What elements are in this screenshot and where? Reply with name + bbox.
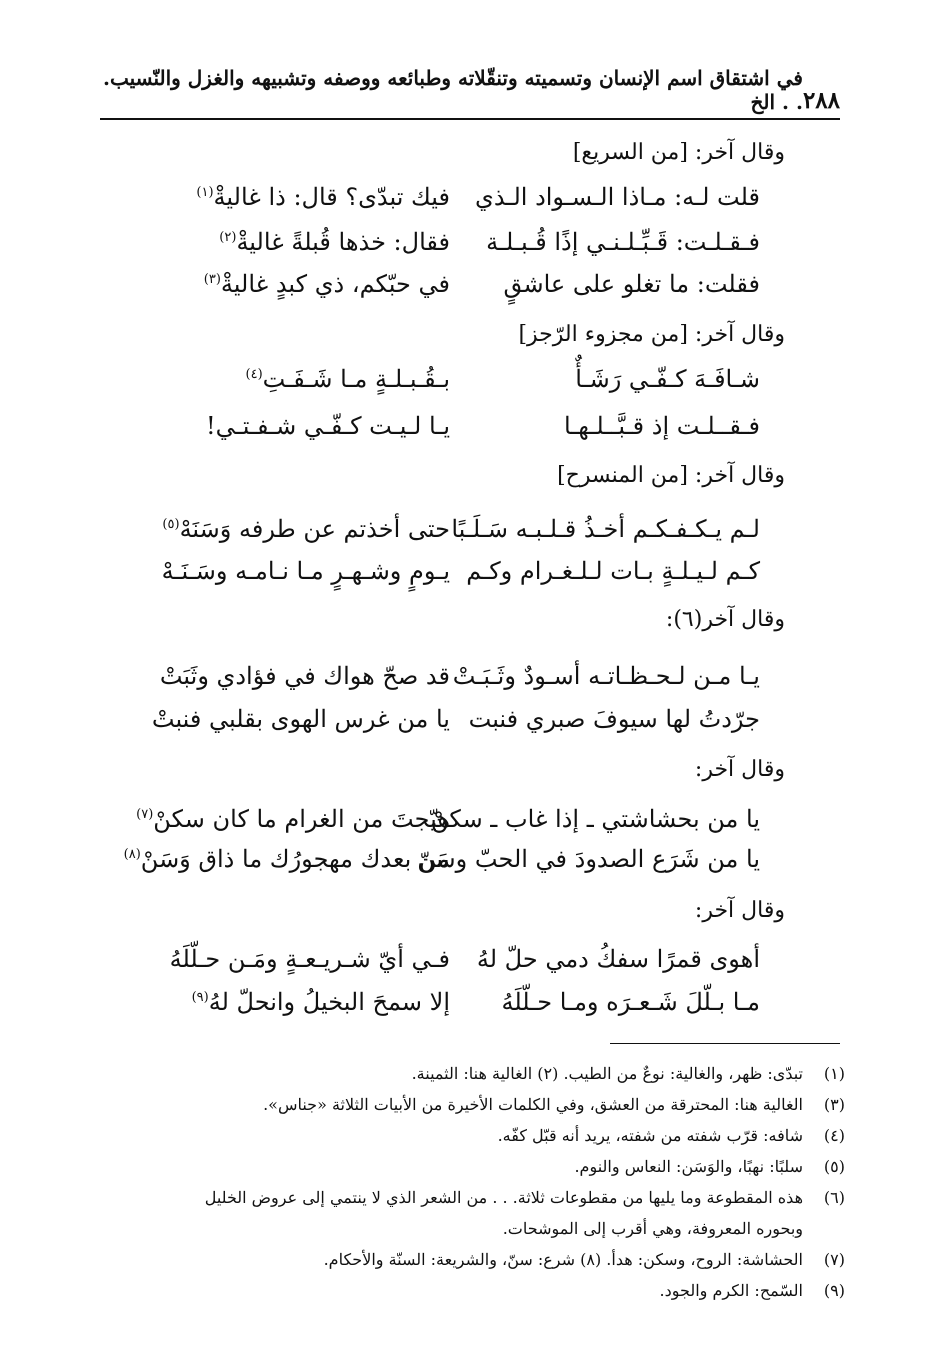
verse-first-hemistich: كـم لـيـلـةٍ بـات لـلـغـرام وكـم (466, 557, 760, 585)
poem-intro: وقال آخر: [من السريع] (572, 140, 785, 165)
footnote-continuation: وبحوره المعروفة، وهي أقرب إلى الموشحات. (502, 1219, 803, 1238)
footnote: (٧)الحشاشة: الروح، وسكن: هدأ. (٨) شرع: سنّ، والشريعة: السنّة والأحكام. (323, 1250, 845, 1269)
footnote-divider (610, 1043, 840, 1044)
verse-second-hemistich: حتى أخذتم عن طرفه وَسَنَهْ$^{(٥)}$ (162, 515, 450, 543)
verse-first-hemistich: مـا بـلّلَ شَـعـرَه ومـا حـلّلَهُ (501, 988, 760, 1016)
verse-first-hemistich: أهوى قمرًا سفكُ دمي حلّ لهُ (476, 945, 760, 973)
footnote: (٦)هذه المقطوعة وما يليها من مقطوعات ثلاثة. . . من الشعر الذي لا ينتمي إلى عروض الخليل (204, 1188, 845, 1207)
verse-first-hemistich: لـم يـكـفـكـم أخـذُ قـلـبـه سَـلَـبًا (451, 515, 760, 543)
verse-first-hemistich: يا من شَرَع الصدودَ في الحبّ وسَنّ (417, 845, 760, 873)
verse-second-hemistich: يا من غرس الهوى بقلبي فنبتْ (151, 705, 450, 733)
poem-intro: وقال آخر: (694, 757, 785, 782)
running-header (100, 66, 840, 120)
footnote-ref: (٣) (203, 272, 221, 287)
verse-second-hemistich: فقال: خذها قُبلةً غاليةْ$^{(٢)}$ (219, 228, 450, 256)
page-number: ٢٨٨ (802, 87, 840, 114)
verse-second-hemistich: يـا لـيـت كـفّـي شـفـتـي! (206, 412, 450, 440)
footnote: (٣)الغالية هنا: المحترقة من العشق، وفي الكلمات الأخيرة من الأبيات الثلاثة «جناس». (263, 1095, 845, 1114)
verse-first-hemistich: يا من بحشاشتي ـ إذا غاب ـ سكنْ (431, 805, 760, 833)
footnote-ref: (٨) (123, 847, 141, 862)
footnote-ref: (٥) (162, 517, 180, 532)
footnote: (٩)السّمح: الكرم والجود. (659, 1281, 845, 1300)
poem-intro: وقال آخر: [من مجزوء الرّجز] (518, 322, 785, 347)
poem-intro: وقال آخر(٦): (665, 607, 785, 632)
verse-first-hemistich: يـا مـن لـحـظـاتـه أسـودٌ وثَـبَـتْ (452, 662, 760, 690)
verse-first-hemistich: فقلت: ما تغلو على عاشقٍ (503, 270, 760, 298)
running-title: في اشتقاق اسم الإنسان وتسميته وتنقّلاته وطبائعه ووصفه وتشبيهه والغزل والنّسيب. . . الخ (102, 66, 803, 114)
poem-intro: وقال آخر: (694, 898, 785, 923)
verse-second-hemistich: يـومٍ وشـهـرٍ مـا نـامـه وسَـنَـهْ (161, 557, 450, 585)
verse-first-hemistich: قلت لـه: مـاذا الـسـواد الـذي (475, 183, 760, 211)
footnote-ref: (٩) (191, 990, 209, 1005)
verse-second-hemistich: هيّجتَ من الغرام ما كان سكنْ$^{(٧)}$ (136, 805, 450, 833)
footnote: (٤)شافه: قرّب شفته من شفته، يريد أنه قبّل كفّه. (497, 1126, 845, 1145)
verse-first-hemistich: جرّدتُ لها سيوفَ صبري فنبت (468, 705, 760, 733)
footnote-ref: (٢) (219, 230, 237, 245)
verse-first-hemistich: فـقــلـت إذ قـبَّــلـهـا (563, 412, 760, 440)
footnote-ref: (٧) (136, 807, 154, 822)
poem-intro: وقال آخر: [من المنسرح] (557, 463, 785, 488)
footnote: (١)تبدّى: ظهر، والغالية: نوعٌ من الطيب. (٢) الغالية هنا: الثمينة. (411, 1064, 845, 1083)
verse-second-hemistich: قد صحّ هواك في فؤادي وثَبَتْ (159, 662, 450, 690)
verse-second-hemistich: من بعدك مهجورُك ما ذاق وَسَنْ$^{(٨)}$ (123, 845, 450, 873)
footnote-ref: (١) (196, 185, 214, 200)
footnote-ref: (٤) (245, 367, 263, 382)
verse-first-hemistich: شـافَـهَ كـفّـي رَشَـأٌ (575, 365, 760, 393)
verse-second-hemistich: فـي أيّ شـريـعـةٍ ومَـن حـلّلَهُ (169, 945, 450, 973)
verse-second-hemistich: إلا سمحَ البخيلُ وانحلّ لهُ$^{(٩)}$ (191, 988, 450, 1016)
verse-first-hemistich: فـقـلـت: قَـبِّـلـنـي إذًا قُـبـلـة (486, 228, 760, 256)
verse-second-hemistich: في حبّكم، ذي كبدٍ غاليةْ$^{(٣)}$ (203, 270, 450, 298)
verse-second-hemistich: فيك تبدّى؟ قال: ذا غاليةْ$^{(١)}$ (196, 183, 450, 211)
footnote: (٥)سلبًا: نهبًا، والوَسَن: النعاس والنوم. (574, 1157, 845, 1176)
verse-second-hemistich: بـقُـبـلـةٍ مـا شَـفَـتِ$^{(٤)}$ (245, 365, 450, 393)
